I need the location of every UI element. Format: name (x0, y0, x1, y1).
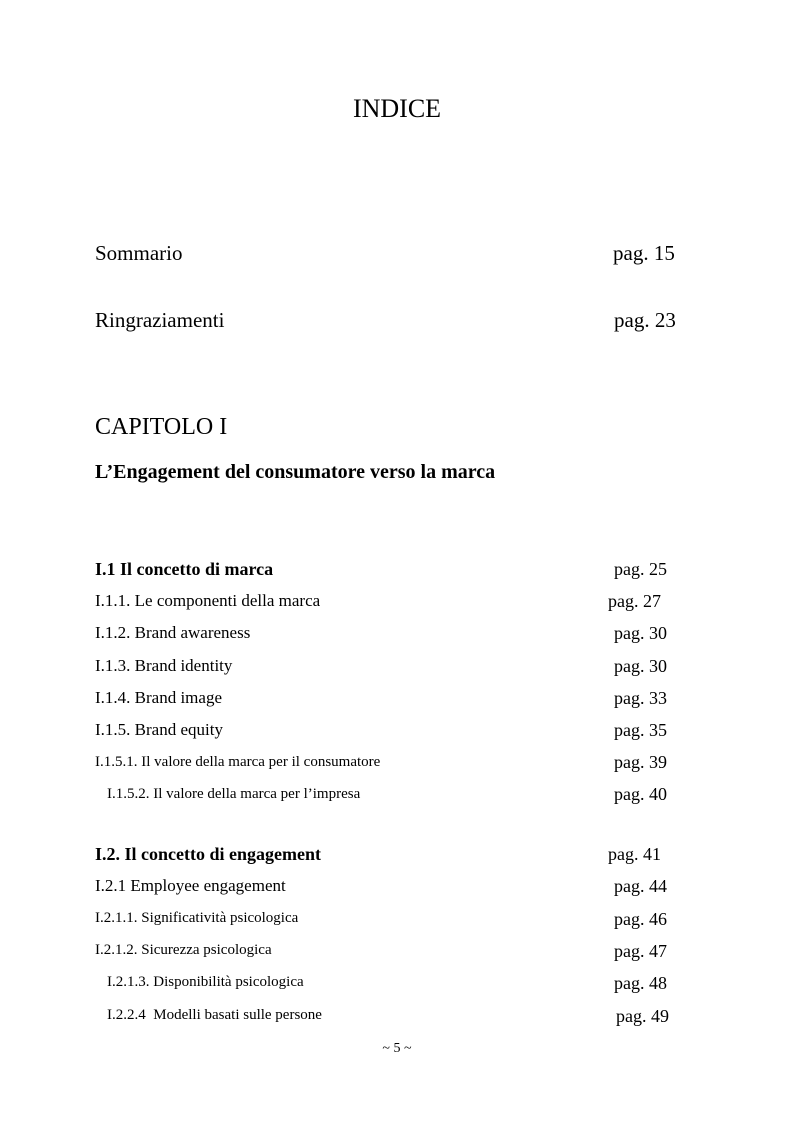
chapter-subtitle: L’Engagement del consumatore verso la marca (95, 461, 496, 483)
page-title: INDICE (352, 94, 442, 123)
toc-subsection-label: I.1.5. Brand equity (95, 720, 223, 739)
toc-subsubsection-page: pag. 48 (614, 973, 667, 993)
page-number-footer: ~ 5 ~ (382, 1041, 412, 1056)
toc-subsection-label: I.1.4. Brand image (95, 688, 222, 707)
toc-subsubsection-label: I.2.2.4 Modelli basati sulle persone (107, 1007, 322, 1023)
chapter-heading: CAPITOLO I (95, 414, 228, 440)
toc-subsection-page: pag. 35 (614, 720, 667, 740)
toc-section-label: I.2. Il concetto di engagement (95, 844, 321, 864)
toc-subsubsection-page: pag. 39 (614, 752, 667, 772)
toc-subsection-page: pag. 44 (614, 876, 667, 896)
toc-entry-sommario-page: pag. 15 (613, 241, 675, 265)
toc-subsubsection-page: pag. 47 (614, 941, 667, 961)
toc-entry-ringraziamenti-label: Ringraziamenti (95, 308, 225, 332)
toc-subsubsection-label: I.2.1.3. Disponibilità psicologica (107, 974, 304, 990)
toc-subsection-label: I.1.2. Brand awareness (95, 623, 251, 642)
toc-subsubsection-page: pag. 49 (616, 1006, 669, 1026)
toc-subsubsection-label: I.2.1.1. Significatività psicologica (95, 910, 299, 926)
toc-section-page: pag. 25 (614, 559, 667, 579)
toc-subsection-page: pag. 33 (614, 688, 667, 708)
toc-subsection-label: I.1.3. Brand identity (95, 656, 233, 675)
toc-section-label: I.1 Il concetto di marca (95, 559, 274, 579)
toc-entry-sommario-label: Sommario (95, 241, 183, 265)
toc-subsection-label: I.2.1 Employee engagement (95, 876, 286, 895)
toc-subsection-page: pag. 30 (614, 656, 667, 676)
toc-entry-ringraziamenti-page: pag. 23 (614, 308, 676, 332)
toc-subsubsection-page: pag. 46 (614, 909, 667, 929)
toc-subsection-label: I.1.1. Le componenti della marca (95, 591, 321, 610)
toc-subsection-page: pag. 27 (608, 591, 661, 611)
toc-subsubsection-label: I.1.5.1. Il valore della marca per il consumatore (95, 754, 381, 770)
toc-subsubsection-label: I.2.1.2. Sicurezza psicologica (95, 942, 272, 958)
toc-section-page: pag. 41 (608, 844, 661, 864)
toc-subsubsection-page: pag. 40 (614, 784, 667, 804)
toc-subsection-page: pag. 30 (614, 623, 667, 643)
toc-subsubsection-label: I.1.5.2. Il valore della marca per l’impresa (107, 786, 361, 802)
